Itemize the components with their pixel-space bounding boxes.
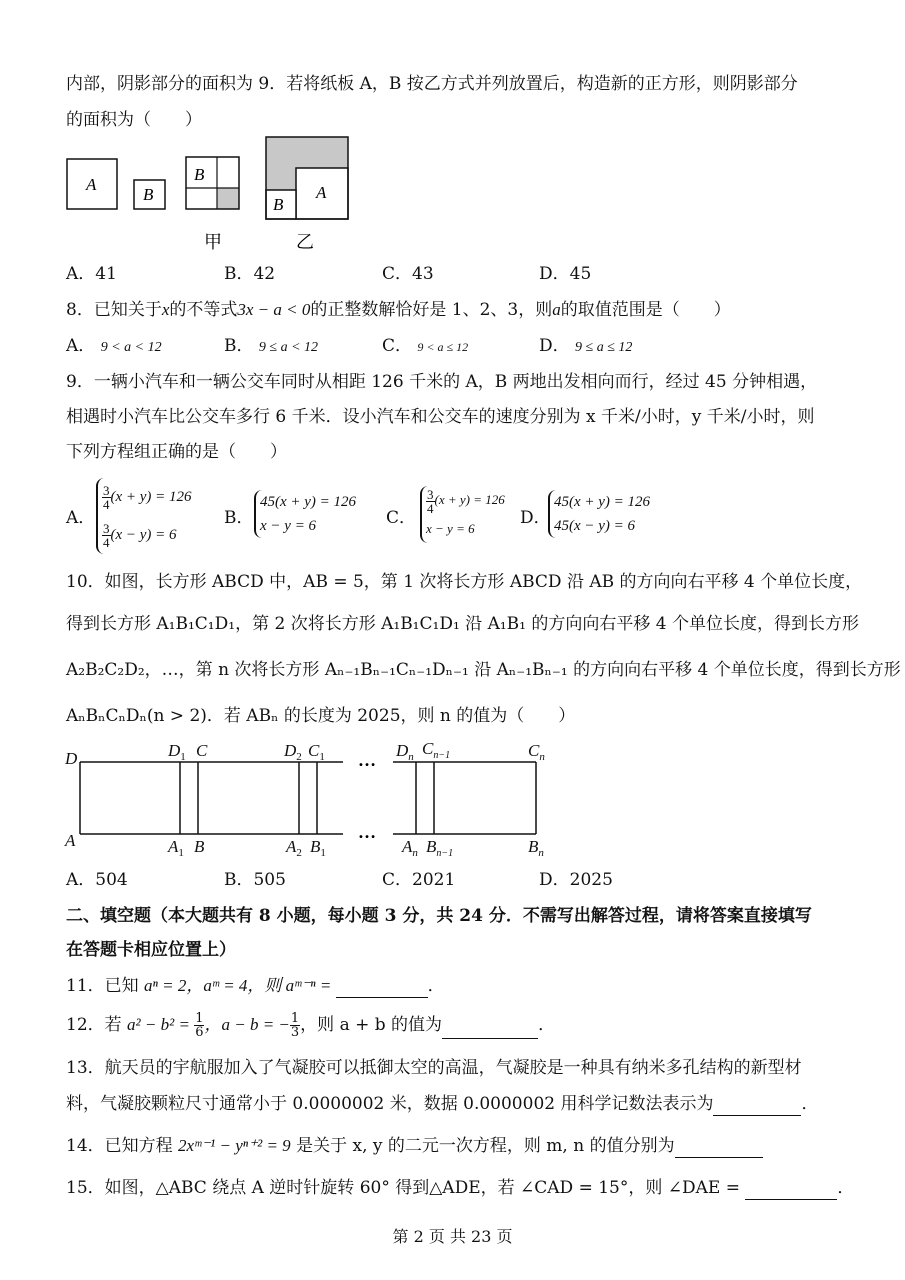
q9-line1: 9．一辆小汽车和一辆公交车同时从相距 126 千米的 A，B 两地出发相向而行，经过 45 分钟相遇， [66, 372, 818, 392]
q13-line1: 13．航天员的宇航服加入了气凝胶可以抵御太空的高温，气凝胶是一种具有纳米多孔结构的新型材 [66, 1058, 802, 1078]
square-a-label: A [86, 175, 97, 194]
q12-answer-blank[interactable] [442, 1020, 538, 1039]
q9-option-d-system: 45(x + y) = 126 45(x − y) = 6 [548, 490, 650, 538]
q9-option-b-label: B． [224, 508, 254, 528]
q10-option-a: A．504 [66, 870, 128, 890]
q7-line2: 的面积为（ ） [66, 110, 202, 130]
label-D: D [65, 749, 78, 768]
label-A2: $A_2$ [286, 837, 302, 859]
q7-option-b: B．42 [224, 264, 276, 284]
page-footer: 第 2 页 共 23 页 [392, 1227, 513, 1246]
q11: 11．已知 aⁿ = 2，aᵐ = 4，则 aᵐ⁻ⁿ = ． [66, 976, 445, 996]
q7-option-d: D．45 [539, 264, 592, 284]
q9-option-b-system: 45(x + y) = 126 x − y = 6 [254, 490, 356, 538]
q8-stem: 8．已知关于x的不等式3x − a < 0的正整数解恰好是 1、2、3，则a的取值范围是（ ） [66, 300, 731, 320]
q10-option-d: D．2025 [539, 870, 613, 890]
label-Cn: $C_n$ [528, 741, 545, 763]
yi-a-label: A [316, 183, 327, 202]
dots-bottom: … [358, 822, 376, 842]
q8-option-b: B． 9 ≤ a < 12 [224, 336, 319, 356]
q10-option-c: C．2021 [382, 870, 456, 890]
q9-line2: 相遇时小汽车比公交车多行 6 千米．设小汽车和公交车的速度分别为 x 千米/小时，y 千米/小时，则 [66, 407, 815, 427]
q10-figure [60, 734, 560, 864]
label-Bn-1: $B_{n-1}$ [426, 837, 454, 859]
q13-answer-blank[interactable] [713, 1097, 801, 1116]
q10-option-b: B．505 [224, 870, 286, 890]
caption-jia: 甲 [204, 232, 222, 253]
section2-line2: 在答题卡相应位置上） [66, 940, 236, 960]
q7-line1: 内部，阴影部分的面积为 9．若将纸板 A，B 按乙方式并列放置后，构造新的正方形，则阴影部分 [66, 74, 798, 94]
q8-option-a: A． 9 < a < 12 [66, 336, 162, 356]
label-Dn: $D_n$ [396, 741, 414, 763]
q9-line3: 下列方程组正确的是（ ） [66, 442, 287, 462]
q9-option-a-label: A． [66, 508, 96, 528]
q10-line1: 10．如图，长方形 ABCD 中，AB = 5，第 1 次将长方形 ABCD 沿 AB 的方向向右平移 4 个单位长度， [66, 572, 863, 592]
label-An: $A_n$ [402, 837, 418, 859]
jia-b-label: B [194, 165, 205, 184]
q8-option-d: D． 9 ≤ a ≤ 12 [539, 336, 633, 356]
jia-shaded [217, 188, 239, 209]
label-C: C [196, 741, 208, 760]
q14: 14．已知方程 2xᵐ⁻¹ − yⁿ⁺² = 9 是关于 x, y 的二元一次方程，则 m, n 的值分别为 [66, 1134, 763, 1158]
q10-line4: AₙBₙCₙDₙ(n > 2)．若 ABₙ 的长度为 2025，则 n 的值为（ ） [66, 706, 576, 726]
yi-b-label: B [273, 195, 284, 214]
q7-figure [60, 132, 360, 256]
caption-yi: 乙 [296, 232, 314, 253]
q15-answer-blank[interactable] [745, 1181, 837, 1200]
q9-option-c-label: C． [386, 508, 417, 528]
q8-option-c: C． 9 < a ≤ 12 [382, 336, 469, 356]
label-Cn-1: $C_{n-1}$ [422, 739, 451, 761]
q15: 15．如图，△ABC 绕点 A 逆时针旋转 60° 得到△ADE，若 ∠CAD = 15°，则 ∠DAE = ． [66, 1178, 855, 1198]
q14-answer-blank[interactable] [675, 1139, 763, 1158]
q10-line3: A₂B₂C₂D₂，…，第 n 次将长方形 Aₙ₋₁Bₙ₋₁Cₙ₋₁Dₙ₋₁ 沿 Aₙ₋₁Bₙ₋₁ 的方向向右平移 4 个单位长度，得到长方形 [66, 660, 901, 680]
label-A: A [65, 831, 76, 850]
label-A1: $A_1$ [168, 837, 184, 859]
q10-line2: 得到长方形 A₁B₁C₁D₁，第 2 次将长方形 A₁B₁C₁D₁ 沿 A₁B₁ 的方向向右平移 4 个单位长度，得到长方形 [66, 614, 859, 634]
label-D2: $D_2$ [284, 741, 302, 763]
q11-answer-blank[interactable] [336, 979, 428, 998]
q12: 12．若 a² − b² = $\frac{1}{6}$ ，a − b = − $\frac{1}{3}$ ，则 a + b 的值为 ． [66, 1011, 556, 1040]
label-C1: $C_1$ [308, 741, 325, 763]
dots-top: … [358, 750, 376, 770]
q9-option-d-label: D． [520, 508, 551, 528]
label-B1: $B_1$ [310, 837, 326, 859]
label-B: B [194, 837, 205, 856]
q13-line2: 料，气凝胶颗粒尺寸通常小于 0.0000002 米，数据 0.0000002 用科学记数法表示为 ． [66, 1094, 819, 1114]
q7-option-a: A．41 [66, 264, 117, 284]
label-Bn: $B_n$ [528, 837, 544, 859]
square-b-label: B [143, 185, 154, 204]
q9-option-a-system: $\frac{3}{4}$ (x + y) = 126 $\frac{3}{4}$ (x − y) = 6 [96, 478, 192, 554]
label-D1: $D_1$ [168, 741, 186, 763]
q9-option-c-system: $\frac{3}{4}$ (x + y) = 126 x − y = 6 [420, 486, 505, 543]
section2-line1: 二、填空题（本大题共有 8 小题，每小题 3 分，共 24 分．不需写出解答过程，请将答案直接填写 [66, 906, 812, 926]
q7-option-c: C．43 [382, 264, 434, 284]
